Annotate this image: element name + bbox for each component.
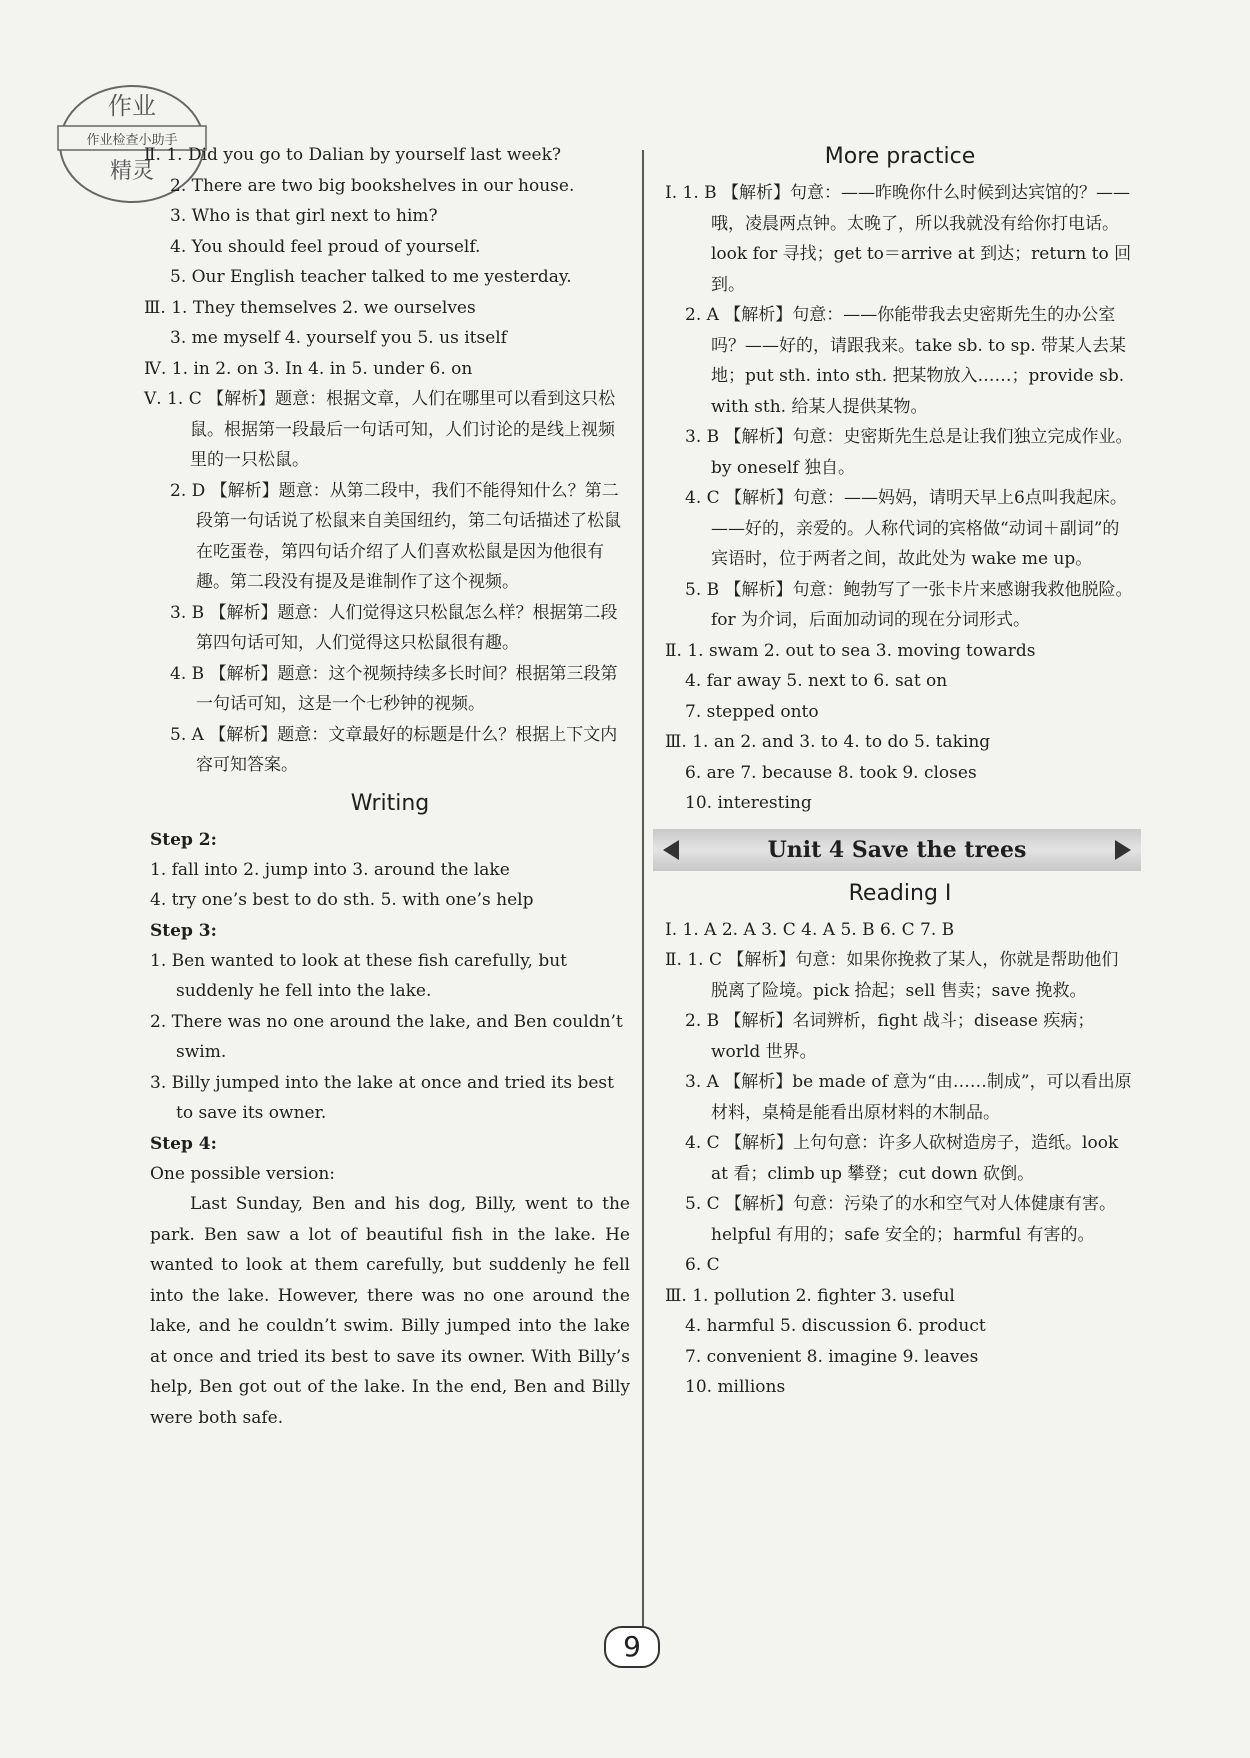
- answer-line: Ⅱ. 1. swam 2. out to sea 3. moving towards: [665, 640, 1036, 661]
- answer-line: 4. far away 5. next to 6. sat on: [685, 671, 948, 691]
- explanation-item: Ⅴ. 1. C 【解析】题意：根据文章，人们在哪里可以看到这只松鼠。根据第一段最后一句话可知，人们讨论的是线上视频里的一只松鼠。: [144, 389, 616, 470]
- explanation-item: 2. D 【解析】题意：从第二段中，我们不能得知什么？第二段第一句话说了松鼠来自美国纽约，第二句话描述了松鼠在吃蛋卷，第四句话介绍了人们喜欢松鼠是因为他很有趣。第二段没有提及是谁制作了这个视频。: [170, 480, 621, 592]
- answer-line: 6. are 7. because 8. took 9. closes: [685, 762, 977, 783]
- explanation-item: Ⅱ. 1. C 【解析】句意：如果你挽救了某人，你就是帮助他们脱离了险境。pick 拾起；sell 售卖；save 挽救。: [665, 950, 1119, 1001]
- answer-line: Ⅲ. 1. an 2. and 3. to 4. to do 5. taking: [665, 732, 991, 752]
- reading-title: Reading Ⅰ: [848, 880, 952, 906]
- right-column: [665, 140, 1135, 1403]
- answer-line: Ⅰ. 1. A 2. A 3. C 4. A 5. B 6. C 7. B: [665, 919, 955, 940]
- answer-line: Ⅲ. 1. pollution 2. fighter 3. useful: [665, 1285, 955, 1306]
- answer-line: 3. Who is that girl next to him?: [170, 206, 438, 226]
- answer-line: 6. C: [685, 1255, 720, 1275]
- explanation-item: 4. C 【解析】上句句意：许多人砍树造房子，造纸。look at 看；climb up 攀登；cut down 砍倒。: [685, 1133, 1119, 1184]
- stamp-bottom-text: 精灵: [109, 159, 155, 184]
- explanation-item: 5. B 【解析】句意：鲍勃写了一张卡片来感谢我救他脱险。for 为介词，后面加动词的现在分词形式。: [685, 579, 1133, 630]
- answer-line: 5. Our English teacher talked to me yesterday.: [170, 267, 572, 287]
- answer-line: 2. There are two big bookshelves in our house.: [170, 175, 575, 196]
- step2-label: Step 2:: [150, 829, 217, 850]
- explanation-item: 3. B 【解析】句意：史密斯先生总是让我们独立完成作业。by oneself 独自。: [685, 427, 1133, 478]
- explanation-item: 2. A 【解析】句意：——你能带我去史密斯先生的办公室吗？——好的，请跟我来。take sb. to sp. 带某人去某地；put sth. into sth. 把某物放入……；provide sb. with sth. 给某人提供某物。: [685, 305, 1127, 417]
- answer-line: 7. stepped onto: [685, 701, 819, 722]
- left-column: [144, 140, 630, 1433]
- unit-title: Unit 4 Save the trees: [767, 836, 1027, 863]
- answer-line: Ⅳ. 1. in 2. on 3. In 4. in 5. under 6. on: [144, 358, 473, 379]
- right-arrow-icon: [1115, 840, 1131, 860]
- column-divider: [642, 150, 644, 1630]
- unit-banner: [653, 829, 1141, 871]
- explanation-item: 3. B 【解析】题意：人们觉得这只松鼠怎么样？根据第二段第四句话可知，人们觉得这只松鼠很有趣。: [170, 602, 618, 653]
- step3-item: 2. There was no one around the lake, and Ben couldn’t swim.: [150, 1011, 623, 1062]
- answer-line: 10. millions: [685, 1377, 786, 1397]
- explanation-item: 4. B 【解析】题意：这个视频持续多长时间？根据第三段第一句话可知，这是一个七秒钟的视频。: [170, 663, 618, 714]
- explanation-item: 5. C 【解析】句意：污染了的水和空气对人体健康有害。helpful 有用的；safe 安全的；harmful 有害的。: [685, 1194, 1117, 1245]
- left-arrow-icon: [663, 840, 679, 860]
- answer-line: 4. harmful 5. discussion 6. product: [685, 1316, 986, 1336]
- stamp-top-text: 作业: [108, 92, 156, 120]
- step2-line: 4. try one’s best to do sth. 5. with one’s help: [150, 890, 534, 910]
- answer-line: 7. convenient 8. imagine 9. leaves: [685, 1346, 979, 1367]
- answer-line: 10. interesting: [685, 793, 812, 813]
- step3-item: 1. Ben wanted to look at these fish carefully, but suddenly he fell into the lake.: [150, 950, 568, 1001]
- step4-paragraph: Last Sunday, Ben and his dog, Billy, went to the park. Ben saw a lot of beautiful fish in the lake. He wanted to look at them carefully, but suddenly he fell into the lake. However, there was no one around the lake, and he couldn’t swim. Billy jumped into the lake at once and tried its best to save its owner. With Billy’s help, Ben got out of the lake. In the end, Ben and Billy were both safe.: [150, 1194, 630, 1428]
- stamp-middle-text: 作业检查小助手: [86, 133, 178, 148]
- step4-label: Step 4:: [150, 1133, 217, 1154]
- explanation-item: 3. A 【解析】be made of 意为“由……制成”，可以看出原材料，桌椅是能看出原材料的木制品。: [685, 1072, 1132, 1123]
- more-practice-title: More practice: [824, 144, 976, 169]
- answer-line: Ⅱ. 1. Did you go to Dalian by yourself last week?: [144, 145, 561, 165]
- writing-title: Writing: [350, 790, 430, 816]
- page-number: 9: [604, 1626, 660, 1668]
- answer-line: 4. You should feel proud of yourself.: [170, 236, 481, 257]
- answer-line: Ⅲ. 1. They themselves 2. we ourselves: [144, 297, 476, 318]
- step3-item: 3. Billy jumped into the lake at once and tried its best to save its owner.: [150, 1072, 614, 1123]
- step4-intro: One possible version:: [150, 1163, 335, 1184]
- explanation-item: Ⅰ. 1. B 【解析】句意：——昨晚你什么时候到达宾馆的？——哦，凌晨两点钟。太晚了，所以我就没有给你打电话。look for 寻找；get to＝arrive at 到达；return to 回到。: [665, 183, 1132, 295]
- step3-label: Step 3:: [150, 920, 217, 941]
- explanation-item: 4. C 【解析】句意：——妈妈，请明天早上6点叫我起床。——好的，亲爱的。人称代词的宾格做“动词＋副词”的宾语时，位于两者之间，故此处为 wake me up。: [685, 488, 1127, 569]
- step2-line: 1. fall into 2. jump into 3. around the lake: [150, 859, 510, 880]
- answer-line: 3. me myself 4. yourself you 5. us itself: [170, 328, 507, 348]
- explanation-item: 5. A 【解析】题意：文章最好的标题是什么？根据上下文内容可知答案。: [170, 724, 618, 775]
- explanation-item: 2. B 【解析】名词辨析，fight 战斗；disease 疾病；world 世界。: [685, 1011, 1095, 1062]
